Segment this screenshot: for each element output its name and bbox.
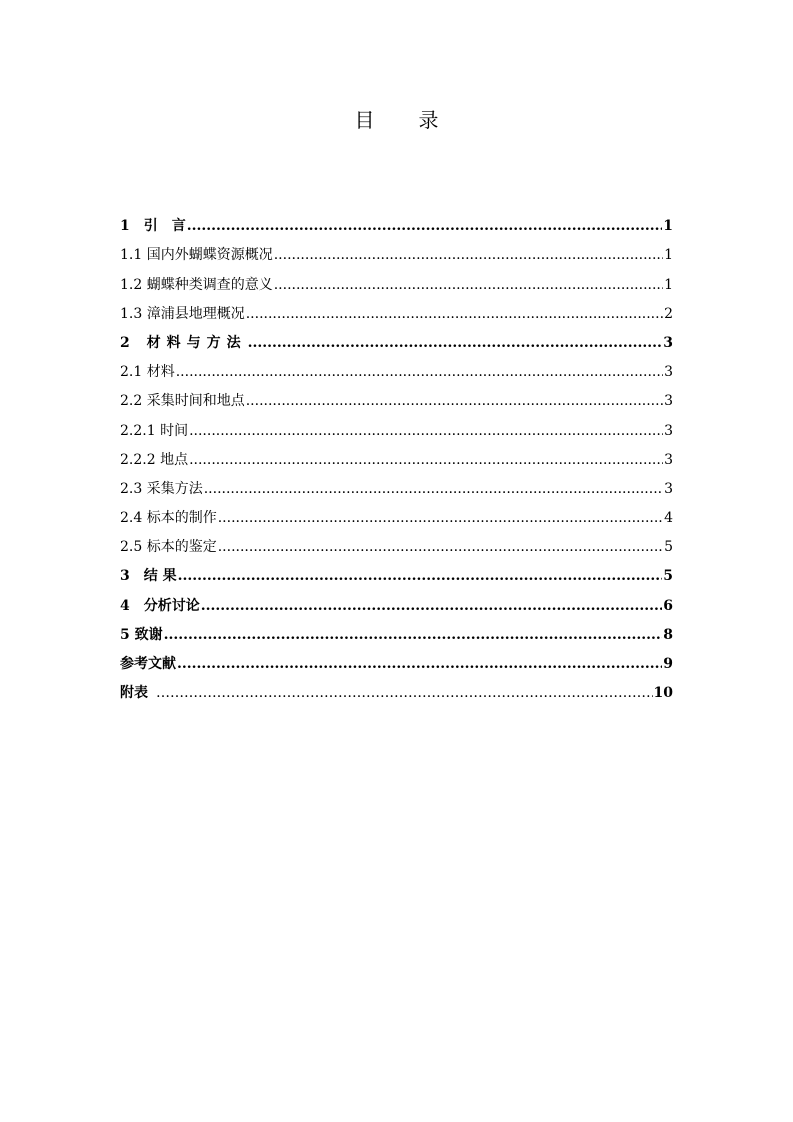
toc-entry-page: 6 (663, 597, 673, 614)
toc-entry-page: 3 (663, 334, 673, 351)
toc-entry-label: 4 分析讨论 (120, 597, 200, 614)
toc-entry-label: 3 结 果 (120, 568, 177, 585)
toc-leader-dots (164, 626, 663, 644)
page-title (0, 104, 793, 133)
toc-entry-label: 5 致谢 (120, 626, 163, 643)
toc-entry-5[interactable] (120, 615, 673, 644)
title-char-1: 目 (354, 108, 375, 132)
toc-leader-dots (246, 392, 663, 410)
toc-entry-page: 9 (663, 656, 673, 672)
toc-leader-dots (189, 422, 663, 440)
toc-entry-page: 5 (663, 568, 673, 585)
toc-entry-page: 1 (663, 218, 673, 235)
toc-entry-label: 1 引 言 (120, 218, 186, 235)
toc-entry-2-5[interactable] (120, 527, 673, 556)
toc-leader-dots (274, 246, 663, 264)
toc-entry-label: 1.1 国内外蝴蝶资源概况 (120, 247, 273, 264)
toc-entry-label: 1.3 漳浦县地理概况 (120, 305, 245, 322)
table-of-contents (120, 206, 673, 702)
toc-entry-4[interactable] (120, 585, 673, 614)
toc-entry-label: 2 材料与方法 (120, 334, 247, 351)
toc-entry-2-1[interactable] (120, 352, 673, 381)
toc-leader-dots (218, 538, 663, 556)
toc-leader-dots (246, 305, 663, 323)
toc-entry-page: 3 (664, 480, 673, 497)
toc-entry-appendix[interactable] (120, 673, 673, 702)
toc-entry-label: 2.2.2 地点 (120, 451, 189, 468)
toc-leader-dots (218, 509, 663, 527)
toc-entry-2-3[interactable] (120, 469, 673, 498)
toc-entry-2-2[interactable] (120, 381, 673, 410)
toc-entry-3[interactable] (120, 556, 673, 585)
toc-entry-label: 2.5 标本的鉴定 (120, 539, 217, 556)
toc-entry-1-2[interactable] (120, 264, 673, 293)
toc-entry-2-4[interactable] (120, 498, 673, 527)
toc-entry-2-2-2[interactable] (120, 440, 673, 469)
toc-entry-page: 3 (664, 393, 673, 410)
toc-entry-label: 2.4 标本的制作 (120, 510, 217, 527)
toc-entry-page: 10 (653, 685, 673, 702)
toc-entry-2[interactable] (120, 323, 673, 352)
toc-leader-dots (178, 567, 663, 585)
toc-entry-1[interactable] (120, 206, 673, 235)
toc-entry-page: 1 (664, 247, 673, 264)
toc-entry-label: 2.3 采集方法 (120, 480, 203, 497)
toc-entry-references[interactable] (120, 644, 673, 673)
toc-leader-dots (176, 363, 663, 381)
toc-entry-label: 附表 (120, 685, 148, 702)
title-char-2: 录 (418, 108, 439, 132)
toc-leader-dots (177, 655, 662, 673)
toc-entry-page: 8 (663, 626, 673, 643)
toc-leader-dots (187, 217, 663, 235)
toc-leader-dots (189, 451, 663, 469)
toc-entry-page: 3 (664, 451, 673, 468)
toc-entry-page: 3 (664, 422, 673, 439)
toc-entry-page: 3 (664, 364, 673, 381)
toc-leader-dots (204, 480, 663, 498)
toc-entry-label: 2.2 采集时间和地点 (120, 393, 245, 410)
toc-entry-label: 1.2 蝴蝶种类调查的意义 (120, 276, 273, 293)
toc-entry-page: 2 (664, 305, 673, 322)
toc-entry-page: 5 (664, 539, 673, 556)
toc-leader-dots (201, 597, 663, 615)
toc-entry-page: 4 (664, 510, 673, 527)
toc-entry-label: 2.1 材料 (120, 364, 175, 381)
toc-entry-page: 1 (664, 276, 673, 293)
toc-leader-dots (156, 684, 653, 702)
toc-entry-label: 2.2.1 时间 (120, 422, 189, 439)
toc-entry-1-3[interactable] (120, 294, 673, 323)
toc-leader-dots (248, 334, 663, 352)
toc-entry-1-1[interactable] (120, 235, 673, 264)
toc-entry-2-2-1[interactable] (120, 410, 673, 439)
toc-entry-label: 参考文献 (120, 656, 176, 672)
toc-leader-dots (274, 276, 663, 294)
